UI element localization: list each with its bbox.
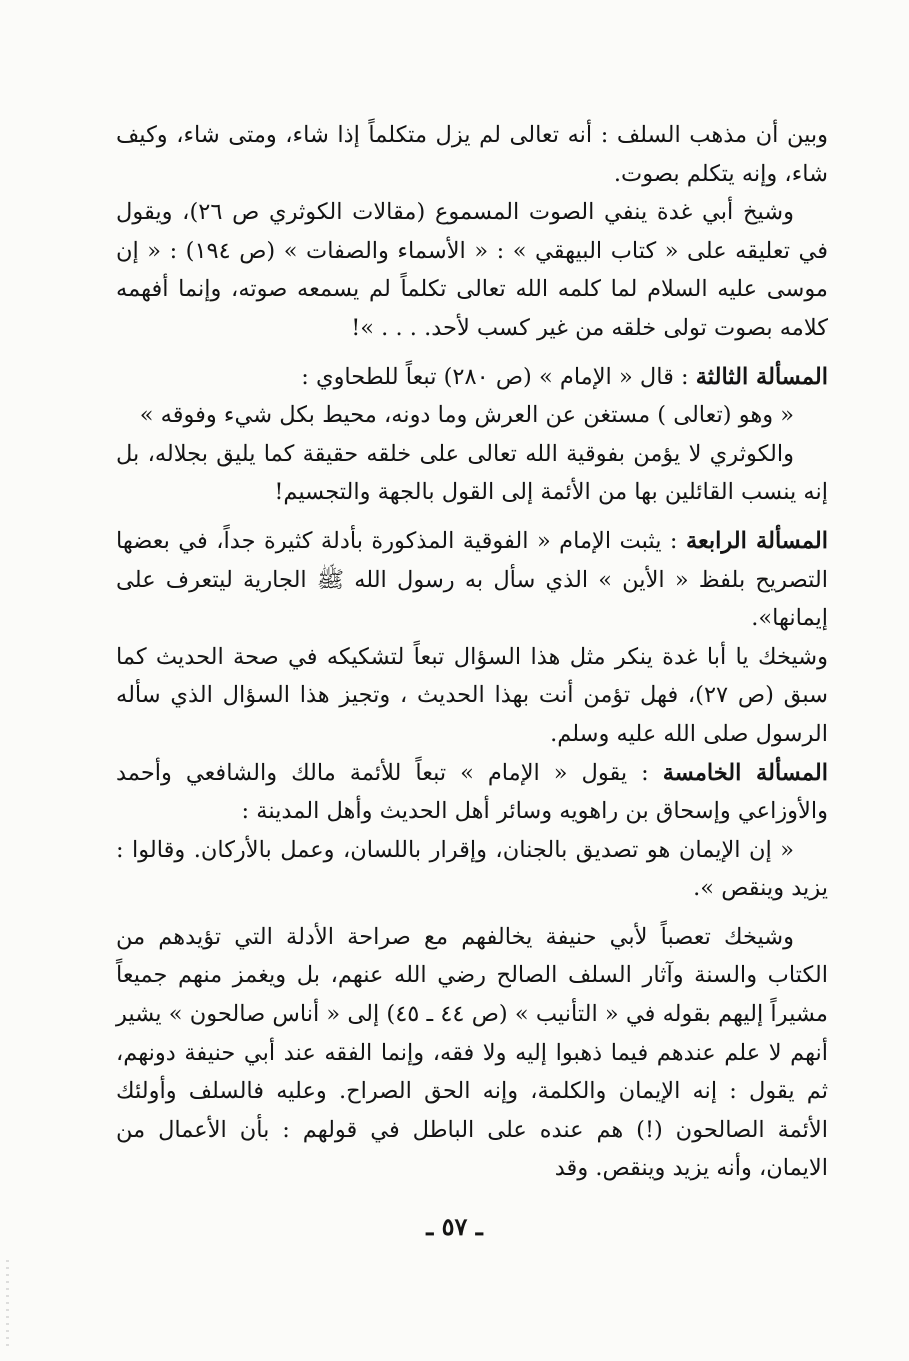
section-heading: المسألة الرابعة (685, 527, 828, 554)
paragraph-5 (116, 435, 828, 512)
paragraph-9 (116, 831, 828, 908)
paragraph-text: وشيخ أبي غدة ينفي الصوت المسموع (مقالات الكوثري ص ٢٦)، ويقول في تعليقه على « كتاب البيهقي » : « الأسماء والصفات » (ص ١٩٤) : « إن موسى عليه السلام لما كلمه الله تعالى تكلماً لم يسمعه صوته، وإنما أفهمه كلامه بصوت تولى خلقه من غير كسب لأحد. . . . »! (116, 199, 828, 341)
paragraph-text: وبين أن مذهب السلف : أنه تعالى لم يزل متكلماً إذا شاء، ومتى شاء، وكيف شاء، وإنه يتكلم بصوت. (116, 122, 828, 187)
body-text (116, 116, 828, 1188)
paragraph-text: « إن الإيمان هو تصديق بالجنان، وإقرار باللسان، وعمل بالأركان. وقالوا : يزيد وينقص ». (116, 836, 828, 902)
paragraph-text: وشيخك تعصباً لأبي حنيفة يخالفهم مع صراحة الأدلة التي تؤيدهم من الكتاب والسنة وآثار السلف الصالح رضي الله عنهم، بل ويغمز منهم جميعاً مشيراً إليهم بقوله في « التأنيب » (ص ٤٤ ـ ٤٥) إلى « أناس صالحون » يشير أنهم لا علم عندهم فيما ذهبوا إليه ولا فقه، وإنما الفقه عند أبي حنيفة دونهم، ثم يقول : إنه الإيمان والكلمة، وإنه الحق الصراح. وعليه فالسلف وأولئك الأئمة الصالحون (!) هم عنده على الباطل في قولهم : بأن الأعمال من الايمان، وأنه يزيد وينقص. وقد (116, 923, 828, 1182)
paragraph-text: والكوثري لا يؤمن بفوقية الله تعالى على خلقه حقيقة كما يليق بجلاله، بل إنه ينسب القائلين بها من الأئمة إلى القول بالجهة والتجسيم! (116, 440, 828, 506)
paragraph-text: : يقول « الإمام » تبعاً للأئمة مالك والشافعي وأحمد والأوزاعي وإسحاق بن راهويه وسائر أهل الحديث وأهل المدينة : (116, 759, 828, 825)
paragraph-text: : يثبت الإمام « الفوقية المذكورة بأدلة كثيرة جداً، في بعضها التصريح بلفظ « الأين » الذي سأل به رسول الله ﷺ الجارية ليتعرف على إيمانها». (116, 527, 828, 632)
section-heading: المسألة الخامسة (662, 759, 828, 786)
page-number: ـ ٥٧ ـ (426, 1212, 483, 1241)
paragraph-4 (116, 396, 828, 435)
paragraph-2 (116, 193, 828, 347)
paragraph-8 (116, 754, 828, 831)
scan-artifact (6, 1260, 9, 1350)
paragraph-7 (116, 638, 828, 754)
paragraph-1 (116, 116, 828, 193)
paragraph-text: وشيخك يا أبا غدة ينكر مثل هذا السؤال تبعاً لتشكيكه في صحة الحديث كما سبق (ص ٢٧)، فهل تؤمن أنت بهذا الحديث ، وتجيز هذا السؤال الذي سأله الرسول صلى الله عليه وسلم. (116, 643, 828, 747)
paragraph-text: : قال « الإمام » (ص ٢٨٠) تبعاً للطحاوي : (301, 363, 696, 390)
paragraph-6 (116, 522, 828, 638)
paragraph-3 (116, 358, 828, 397)
section-heading: المسألة الثالثة (695, 363, 828, 390)
paragraph-10 (116, 918, 828, 1188)
paragraph-text: « وهو (تعالى ) مستغن عن العرش وما دونه، محيط بكل شيء وفوقه » (139, 402, 794, 429)
